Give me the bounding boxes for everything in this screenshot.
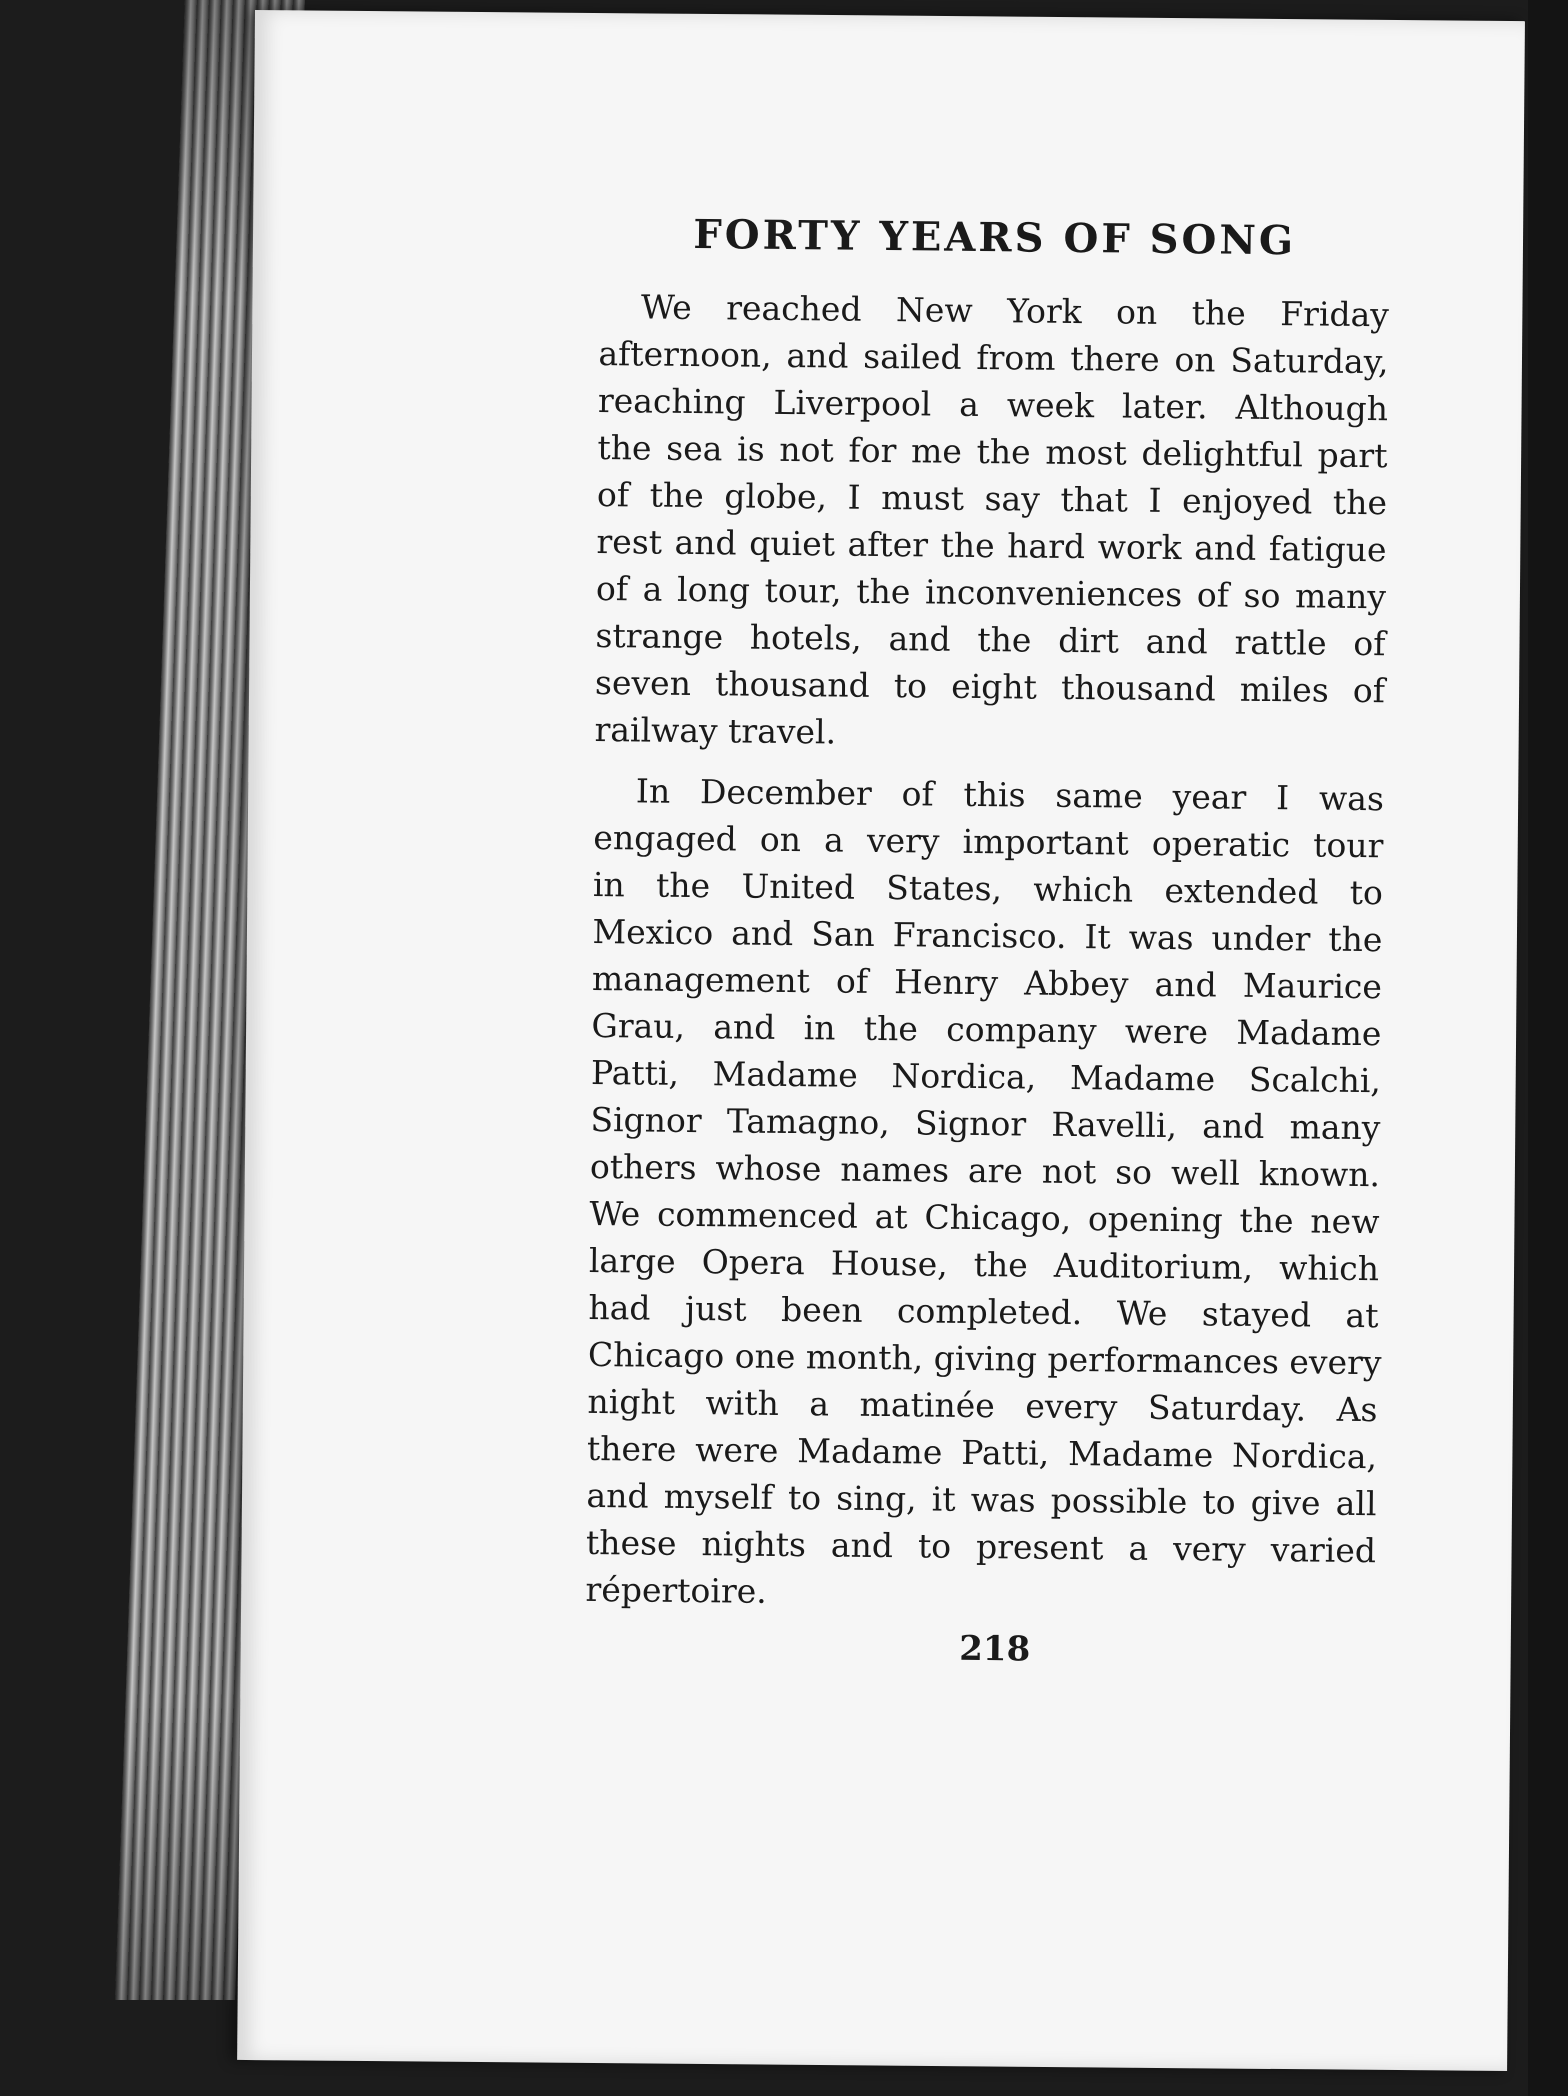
page-number: 218 — [959, 1628, 1031, 1670]
text-line: We commenced at Chicago, opening the new — [589, 1193, 1380, 1242]
text-line: night with a matinée every Saturday. As — [587, 1381, 1378, 1430]
paragraph-1 — [594, 283, 1389, 761]
text-line: there were Madame Patti, Madame Nordica, — [586, 1428, 1378, 1477]
text-line: others whose names are not so well known. — [589, 1146, 1381, 1195]
text-line: rest and quiet after the hard work and fatigue — [596, 521, 1387, 570]
text-line: railway travel. — [594, 709, 837, 752]
text-line: the sea is not for me the most delightful part — [597, 427, 1388, 476]
text-line: in the United States, which extended to — [592, 864, 1384, 913]
page-text-block — [585, 210, 1390, 1621]
text-line: afternoon, and sailed from there on Saturday, — [598, 333, 1389, 382]
text-line: of a long tour, the inconveniences of so many — [595, 568, 1387, 617]
text-line: had just been completed. We stayed at — [588, 1287, 1379, 1336]
text-line: We reached New York on the Friday — [640, 287, 1390, 335]
text-line: Mexico and San Francisco. It was under the — [592, 911, 1383, 960]
text-line: Chicago one month, giving performances every — [587, 1334, 1382, 1383]
text-line: management of Henry Abbey and Maurice — [591, 958, 1383, 1007]
paragraph-2 — [585, 767, 1384, 1621]
text-line: strange hotels, and the dirt and rattle of — [595, 615, 1386, 664]
text-line: Grau, and in the company were Madame — [591, 1005, 1382, 1054]
text-line: and myself to sing, it was possible to give all — [586, 1475, 1377, 1524]
text-line: engaged on a very important operatic tour — [593, 817, 1384, 866]
text-line: In December of this same year I was — [635, 771, 1385, 819]
text-line: reaching Liverpool a week later. Although — [597, 380, 1389, 429]
text-line: large Opera House, the Auditorium, which — [588, 1240, 1380, 1289]
text-line: of the globe, I must say that I enjoyed the — [596, 474, 1388, 523]
background-edge — [1528, 0, 1568, 2096]
text-line: répertoire. — [585, 1569, 767, 1611]
text-line: seven thousand to eight thousand miles of — [594, 662, 1386, 711]
text-line: these nights and to present a very varied — [585, 1522, 1377, 1571]
running-head: FORTY YEARS OF SONG — [693, 210, 1297, 265]
text-line: Patti, Madame Nordica, Madame Scalchi, — [590, 1052, 1382, 1101]
text-line: Signor Tamagno, Signor Ravelli, and many — [590, 1099, 1381, 1148]
